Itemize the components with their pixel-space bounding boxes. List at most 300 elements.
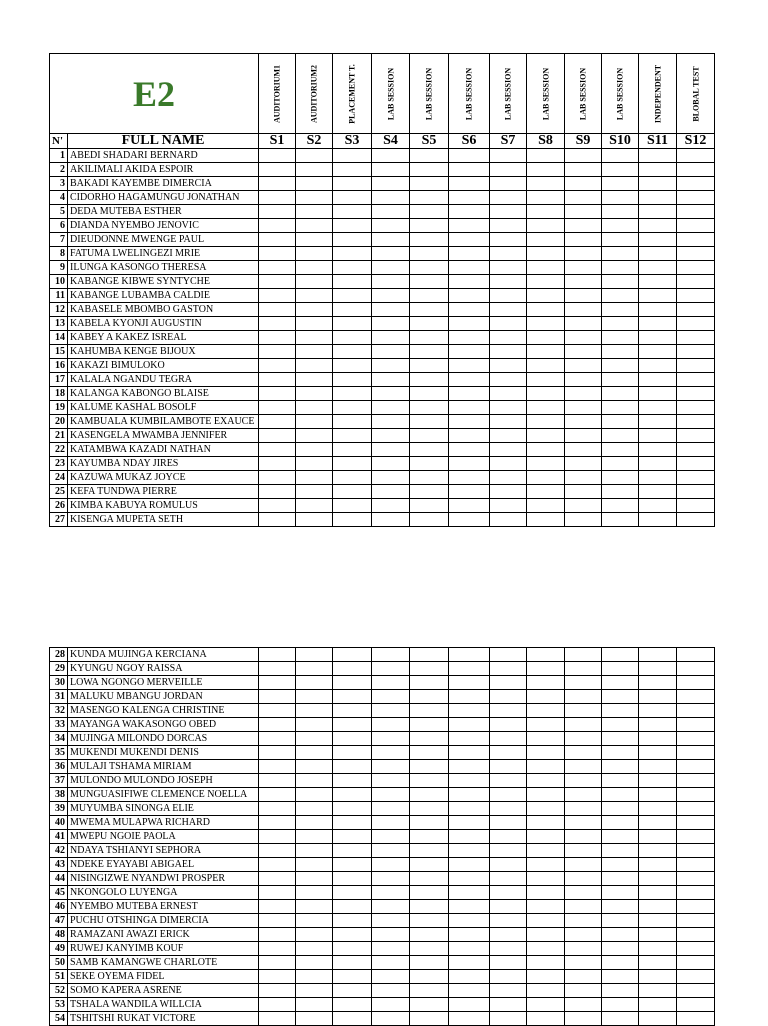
attendance-cell-s9[interactable] [565, 345, 602, 359]
attendance-cell-s4[interactable] [372, 499, 410, 513]
attendance-cell-s1[interactable] [259, 816, 296, 830]
attendance-cell-s8[interactable] [527, 760, 565, 774]
attendance-cell-s3[interactable] [333, 676, 372, 690]
attendance-cell-s8[interactable] [527, 387, 565, 401]
attendance-cell-s4[interactable] [372, 732, 410, 746]
attendance-cell-s8[interactable] [527, 345, 565, 359]
attendance-cell-s4[interactable] [372, 1012, 410, 1026]
attendance-cell-s7[interactable] [490, 457, 527, 471]
attendance-cell-s3[interactable] [333, 914, 372, 928]
attendance-cell-s3[interactable] [333, 415, 372, 429]
attendance-cell-s7[interactable] [490, 485, 527, 499]
attendance-cell-s10[interactable] [602, 802, 639, 816]
attendance-cell-s2[interactable] [296, 457, 333, 471]
attendance-cell-s12[interactable] [677, 429, 715, 443]
attendance-cell-s1[interactable] [259, 415, 296, 429]
attendance-cell-s6[interactable] [449, 648, 490, 662]
attendance-cell-s1[interactable] [259, 331, 296, 345]
attendance-cell-s8[interactable] [527, 998, 565, 1012]
attendance-cell-s4[interactable] [372, 317, 410, 331]
attendance-cell-s2[interactable] [296, 513, 333, 527]
attendance-cell-s7[interactable] [490, 830, 527, 844]
attendance-cell-s6[interactable] [449, 177, 490, 191]
attendance-cell-s3[interactable] [333, 802, 372, 816]
attendance-cell-s6[interactable] [449, 359, 490, 373]
attendance-cell-s12[interactable] [677, 401, 715, 415]
attendance-cell-s2[interactable] [296, 373, 333, 387]
attendance-cell-s8[interactable] [527, 1012, 565, 1026]
attendance-cell-s5[interactable] [410, 359, 449, 373]
attendance-cell-s3[interactable] [333, 303, 372, 317]
attendance-cell-s2[interactable] [296, 858, 333, 872]
attendance-cell-s2[interactable] [296, 900, 333, 914]
attendance-cell-s7[interactable] [490, 289, 527, 303]
attendance-cell-s8[interactable] [527, 177, 565, 191]
attendance-cell-s7[interactable] [490, 998, 527, 1012]
attendance-cell-s7[interactable] [490, 247, 527, 261]
attendance-cell-s4[interactable] [372, 830, 410, 844]
attendance-cell-s11[interactable] [639, 191, 677, 205]
attendance-cell-s7[interactable] [490, 774, 527, 788]
attendance-cell-s4[interactable] [372, 429, 410, 443]
attendance-cell-s8[interactable] [527, 247, 565, 261]
attendance-cell-s3[interactable] [333, 429, 372, 443]
attendance-cell-s10[interactable] [602, 956, 639, 970]
attendance-cell-s1[interactable] [259, 429, 296, 443]
attendance-cell-s9[interactable] [565, 513, 602, 527]
attendance-cell-s10[interactable] [602, 359, 639, 373]
attendance-cell-s9[interactable] [565, 415, 602, 429]
attendance-cell-s12[interactable] [677, 704, 715, 718]
attendance-cell-s9[interactable] [565, 942, 602, 956]
attendance-cell-s7[interactable] [490, 191, 527, 205]
attendance-cell-s2[interactable] [296, 415, 333, 429]
attendance-cell-s8[interactable] [527, 648, 565, 662]
attendance-cell-s9[interactable] [565, 331, 602, 345]
attendance-cell-s10[interactable] [602, 760, 639, 774]
attendance-cell-s3[interactable] [333, 345, 372, 359]
attendance-cell-s8[interactable] [527, 429, 565, 443]
attendance-cell-s3[interactable] [333, 662, 372, 676]
attendance-cell-s1[interactable] [259, 219, 296, 233]
attendance-cell-s3[interactable] [333, 886, 372, 900]
attendance-cell-s10[interactable] [602, 648, 639, 662]
attendance-cell-s7[interactable] [490, 872, 527, 886]
attendance-cell-s11[interactable] [639, 844, 677, 858]
attendance-cell-s11[interactable] [639, 858, 677, 872]
attendance-cell-s1[interactable] [259, 513, 296, 527]
attendance-cell-s2[interactable] [296, 928, 333, 942]
attendance-cell-s2[interactable] [296, 205, 333, 219]
attendance-cell-s1[interactable] [259, 704, 296, 718]
attendance-cell-s3[interactable] [333, 928, 372, 942]
attendance-cell-s5[interactable] [410, 830, 449, 844]
attendance-cell-s8[interactable] [527, 928, 565, 942]
attendance-cell-s8[interactable] [527, 317, 565, 331]
attendance-cell-s7[interactable] [490, 984, 527, 998]
attendance-cell-s4[interactable] [372, 401, 410, 415]
attendance-cell-s10[interactable] [602, 373, 639, 387]
attendance-cell-s3[interactable] [333, 205, 372, 219]
attendance-cell-s11[interactable] [639, 205, 677, 219]
attendance-cell-s5[interactable] [410, 443, 449, 457]
attendance-cell-s11[interactable] [639, 247, 677, 261]
attendance-cell-s4[interactable] [372, 984, 410, 998]
attendance-cell-s7[interactable] [490, 1012, 527, 1026]
attendance-cell-s12[interactable] [677, 970, 715, 984]
attendance-cell-s1[interactable] [259, 387, 296, 401]
attendance-cell-s5[interactable] [410, 331, 449, 345]
attendance-cell-s3[interactable] [333, 690, 372, 704]
attendance-cell-s1[interactable] [259, 956, 296, 970]
attendance-cell-s1[interactable] [259, 718, 296, 732]
attendance-cell-s3[interactable] [333, 261, 372, 275]
attendance-cell-s8[interactable] [527, 676, 565, 690]
attendance-cell-s6[interactable] [449, 970, 490, 984]
attendance-cell-s8[interactable] [527, 303, 565, 317]
attendance-cell-s3[interactable] [333, 247, 372, 261]
attendance-cell-s6[interactable] [449, 1012, 490, 1026]
attendance-cell-s1[interactable] [259, 471, 296, 485]
attendance-cell-s8[interactable] [527, 788, 565, 802]
attendance-cell-s8[interactable] [527, 984, 565, 998]
attendance-cell-s6[interactable] [449, 662, 490, 676]
attendance-cell-s2[interactable] [296, 429, 333, 443]
attendance-cell-s8[interactable] [527, 219, 565, 233]
attendance-cell-s10[interactable] [602, 457, 639, 471]
attendance-cell-s4[interactable] [372, 872, 410, 886]
attendance-cell-s11[interactable] [639, 788, 677, 802]
attendance-cell-s7[interactable] [490, 858, 527, 872]
attendance-cell-s6[interactable] [449, 163, 490, 177]
attendance-cell-s10[interactable] [602, 289, 639, 303]
attendance-cell-s1[interactable] [259, 247, 296, 261]
attendance-cell-s12[interactable] [677, 163, 715, 177]
attendance-cell-s6[interactable] [449, 872, 490, 886]
attendance-cell-s6[interactable] [449, 387, 490, 401]
attendance-cell-s2[interactable] [296, 345, 333, 359]
attendance-cell-s1[interactable] [259, 690, 296, 704]
attendance-cell-s7[interactable] [490, 177, 527, 191]
attendance-cell-s2[interactable] [296, 984, 333, 998]
attendance-cell-s6[interactable] [449, 443, 490, 457]
attendance-cell-s11[interactable] [639, 732, 677, 746]
attendance-cell-s5[interactable] [410, 718, 449, 732]
attendance-cell-s9[interactable] [565, 774, 602, 788]
attendance-cell-s7[interactable] [490, 149, 527, 163]
attendance-cell-s8[interactable] [527, 191, 565, 205]
attendance-cell-s5[interactable] [410, 942, 449, 956]
attendance-cell-s4[interactable] [372, 998, 410, 1012]
attendance-cell-s3[interactable] [333, 401, 372, 415]
attendance-cell-s9[interactable] [565, 471, 602, 485]
attendance-cell-s7[interactable] [490, 415, 527, 429]
attendance-cell-s6[interactable] [449, 303, 490, 317]
attendance-cell-s1[interactable] [259, 499, 296, 513]
attendance-cell-s3[interactable] [333, 373, 372, 387]
attendance-cell-s2[interactable] [296, 802, 333, 816]
attendance-cell-s4[interactable] [372, 149, 410, 163]
attendance-cell-s1[interactable] [259, 998, 296, 1012]
attendance-cell-s5[interactable] [410, 177, 449, 191]
attendance-cell-s3[interactable] [333, 359, 372, 373]
attendance-cell-s9[interactable] [565, 289, 602, 303]
attendance-cell-s9[interactable] [565, 690, 602, 704]
attendance-cell-s11[interactable] [639, 303, 677, 317]
attendance-cell-s10[interactable] [602, 415, 639, 429]
attendance-cell-s2[interactable] [296, 942, 333, 956]
attendance-cell-s5[interactable] [410, 513, 449, 527]
attendance-cell-s9[interactable] [565, 1012, 602, 1026]
attendance-cell-s12[interactable] [677, 289, 715, 303]
attendance-cell-s3[interactable] [333, 830, 372, 844]
attendance-cell-s5[interactable] [410, 690, 449, 704]
attendance-cell-s11[interactable] [639, 928, 677, 942]
attendance-cell-s12[interactable] [677, 359, 715, 373]
attendance-cell-s1[interactable] [259, 443, 296, 457]
attendance-cell-s5[interactable] [410, 774, 449, 788]
attendance-cell-s8[interactable] [527, 289, 565, 303]
attendance-cell-s7[interactable] [490, 401, 527, 415]
attendance-cell-s3[interactable] [333, 732, 372, 746]
attendance-cell-s4[interactable] [372, 261, 410, 275]
attendance-cell-s4[interactable] [372, 345, 410, 359]
attendance-cell-s5[interactable] [410, 858, 449, 872]
attendance-cell-s11[interactable] [639, 401, 677, 415]
attendance-cell-s2[interactable] [296, 443, 333, 457]
attendance-cell-s9[interactable] [565, 788, 602, 802]
attendance-cell-s10[interactable] [602, 177, 639, 191]
attendance-cell-s10[interactable] [602, 275, 639, 289]
attendance-cell-s2[interactable] [296, 732, 333, 746]
attendance-cell-s9[interactable] [565, 886, 602, 900]
attendance-cell-s11[interactable] [639, 499, 677, 513]
attendance-cell-s6[interactable] [449, 485, 490, 499]
attendance-cell-s9[interactable] [565, 732, 602, 746]
attendance-cell-s1[interactable] [259, 942, 296, 956]
attendance-cell-s11[interactable] [639, 163, 677, 177]
attendance-cell-s8[interactable] [527, 886, 565, 900]
attendance-cell-s3[interactable] [333, 513, 372, 527]
attendance-cell-s12[interactable] [677, 662, 715, 676]
attendance-cell-s9[interactable] [565, 718, 602, 732]
attendance-cell-s4[interactable] [372, 485, 410, 499]
attendance-cell-s3[interactable] [333, 499, 372, 513]
attendance-cell-s12[interactable] [677, 914, 715, 928]
attendance-cell-s4[interactable] [372, 303, 410, 317]
attendance-cell-s8[interactable] [527, 830, 565, 844]
attendance-cell-s12[interactable] [677, 331, 715, 345]
attendance-cell-s9[interactable] [565, 401, 602, 415]
attendance-cell-s3[interactable] [333, 844, 372, 858]
attendance-cell-s8[interactable] [527, 485, 565, 499]
attendance-cell-s6[interactable] [449, 345, 490, 359]
attendance-cell-s3[interactable] [333, 704, 372, 718]
attendance-cell-s8[interactable] [527, 275, 565, 289]
attendance-cell-s11[interactable] [639, 956, 677, 970]
attendance-cell-s12[interactable] [677, 233, 715, 247]
attendance-cell-s5[interactable] [410, 149, 449, 163]
attendance-cell-s8[interactable] [527, 163, 565, 177]
attendance-cell-s1[interactable] [259, 886, 296, 900]
attendance-cell-s1[interactable] [259, 275, 296, 289]
attendance-cell-s12[interactable] [677, 471, 715, 485]
attendance-cell-s11[interactable] [639, 317, 677, 331]
attendance-cell-s5[interactable] [410, 205, 449, 219]
attendance-cell-s12[interactable] [677, 774, 715, 788]
attendance-cell-s6[interactable] [449, 471, 490, 485]
attendance-cell-s10[interactable] [602, 331, 639, 345]
attendance-cell-s12[interactable] [677, 956, 715, 970]
attendance-cell-s3[interactable] [333, 900, 372, 914]
attendance-cell-s3[interactable] [333, 788, 372, 802]
attendance-cell-s10[interactable] [602, 499, 639, 513]
attendance-cell-s6[interactable] [449, 732, 490, 746]
attendance-cell-s4[interactable] [372, 676, 410, 690]
attendance-cell-s10[interactable] [602, 858, 639, 872]
attendance-cell-s3[interactable] [333, 942, 372, 956]
attendance-cell-s11[interactable] [639, 345, 677, 359]
attendance-cell-s5[interactable] [410, 886, 449, 900]
attendance-cell-s4[interactable] [372, 858, 410, 872]
attendance-cell-s5[interactable] [410, 760, 449, 774]
attendance-cell-s10[interactable] [602, 816, 639, 830]
attendance-cell-s5[interactable] [410, 1012, 449, 1026]
attendance-cell-s2[interactable] [296, 485, 333, 499]
attendance-cell-s10[interactable] [602, 732, 639, 746]
attendance-cell-s8[interactable] [527, 261, 565, 275]
attendance-cell-s12[interactable] [677, 415, 715, 429]
attendance-cell-s12[interactable] [677, 816, 715, 830]
attendance-cell-s11[interactable] [639, 457, 677, 471]
attendance-cell-s6[interactable] [449, 942, 490, 956]
attendance-cell-s5[interactable] [410, 732, 449, 746]
attendance-cell-s5[interactable] [410, 457, 449, 471]
attendance-cell-s2[interactable] [296, 149, 333, 163]
attendance-cell-s2[interactable] [296, 331, 333, 345]
attendance-cell-s3[interactable] [333, 457, 372, 471]
attendance-cell-s5[interactable] [410, 401, 449, 415]
attendance-cell-s6[interactable] [449, 774, 490, 788]
attendance-cell-s5[interactable] [410, 345, 449, 359]
attendance-cell-s12[interactable] [677, 718, 715, 732]
attendance-cell-s5[interactable] [410, 471, 449, 485]
attendance-cell-s5[interactable] [410, 415, 449, 429]
attendance-cell-s2[interactable] [296, 690, 333, 704]
attendance-cell-s12[interactable] [677, 802, 715, 816]
attendance-cell-s1[interactable] [259, 858, 296, 872]
attendance-cell-s9[interactable] [565, 191, 602, 205]
attendance-cell-s1[interactable] [259, 774, 296, 788]
attendance-cell-s10[interactable] [602, 886, 639, 900]
attendance-cell-s5[interactable] [410, 956, 449, 970]
attendance-cell-s3[interactable] [333, 289, 372, 303]
attendance-cell-s6[interactable] [449, 984, 490, 998]
attendance-cell-s5[interactable] [410, 317, 449, 331]
attendance-cell-s7[interactable] [490, 732, 527, 746]
attendance-cell-s7[interactable] [490, 317, 527, 331]
attendance-cell-s5[interactable] [410, 191, 449, 205]
attendance-cell-s2[interactable] [296, 387, 333, 401]
attendance-cell-s7[interactable] [490, 373, 527, 387]
attendance-cell-s6[interactable] [449, 247, 490, 261]
attendance-cell-s7[interactable] [490, 471, 527, 485]
attendance-cell-s10[interactable] [602, 205, 639, 219]
attendance-cell-s12[interactable] [677, 830, 715, 844]
attendance-cell-s8[interactable] [527, 732, 565, 746]
attendance-cell-s6[interactable] [449, 331, 490, 345]
attendance-cell-s1[interactable] [259, 732, 296, 746]
attendance-cell-s7[interactable] [490, 303, 527, 317]
attendance-cell-s6[interactable] [449, 373, 490, 387]
attendance-cell-s8[interactable] [527, 802, 565, 816]
attendance-cell-s12[interactable] [677, 205, 715, 219]
attendance-cell-s7[interactable] [490, 690, 527, 704]
attendance-cell-s4[interactable] [372, 233, 410, 247]
attendance-cell-s12[interactable] [677, 788, 715, 802]
attendance-cell-s9[interactable] [565, 648, 602, 662]
attendance-cell-s2[interactable] [296, 914, 333, 928]
attendance-cell-s10[interactable] [602, 317, 639, 331]
attendance-cell-s11[interactable] [639, 289, 677, 303]
attendance-cell-s7[interactable] [490, 788, 527, 802]
attendance-cell-s3[interactable] [333, 485, 372, 499]
attendance-cell-s9[interactable] [565, 760, 602, 774]
attendance-cell-s12[interactable] [677, 275, 715, 289]
attendance-cell-s2[interactable] [296, 1012, 333, 1026]
attendance-cell-s11[interactable] [639, 802, 677, 816]
attendance-cell-s11[interactable] [639, 275, 677, 289]
attendance-cell-s6[interactable] [449, 900, 490, 914]
attendance-cell-s11[interactable] [639, 359, 677, 373]
attendance-cell-s7[interactable] [490, 513, 527, 527]
attendance-cell-s9[interactable] [565, 900, 602, 914]
attendance-cell-s9[interactable] [565, 233, 602, 247]
attendance-cell-s5[interactable] [410, 289, 449, 303]
attendance-cell-s7[interactable] [490, 802, 527, 816]
attendance-cell-s5[interactable] [410, 928, 449, 942]
attendance-cell-s4[interactable] [372, 760, 410, 774]
attendance-cell-s1[interactable] [259, 289, 296, 303]
attendance-cell-s7[interactable] [490, 900, 527, 914]
attendance-cell-s9[interactable] [565, 984, 602, 998]
attendance-cell-s4[interactable] [372, 471, 410, 485]
attendance-cell-s8[interactable] [527, 858, 565, 872]
attendance-cell-s12[interactable] [677, 942, 715, 956]
attendance-cell-s12[interactable] [677, 648, 715, 662]
attendance-cell-s11[interactable] [639, 886, 677, 900]
attendance-cell-s12[interactable] [677, 499, 715, 513]
attendance-cell-s10[interactable] [602, 774, 639, 788]
attendance-cell-s7[interactable] [490, 331, 527, 345]
attendance-cell-s7[interactable] [490, 816, 527, 830]
attendance-cell-s11[interactable] [639, 914, 677, 928]
attendance-cell-s1[interactable] [259, 345, 296, 359]
attendance-cell-s7[interactable] [490, 704, 527, 718]
attendance-cell-s5[interactable] [410, 984, 449, 998]
attendance-cell-s8[interactable] [527, 233, 565, 247]
attendance-cell-s5[interactable] [410, 970, 449, 984]
attendance-cell-s2[interactable] [296, 872, 333, 886]
attendance-cell-s9[interactable] [565, 746, 602, 760]
attendance-cell-s11[interactable] [639, 1012, 677, 1026]
attendance-cell-s12[interactable] [677, 149, 715, 163]
attendance-cell-s1[interactable] [259, 457, 296, 471]
attendance-cell-s4[interactable] [372, 289, 410, 303]
attendance-cell-s8[interactable] [527, 471, 565, 485]
attendance-cell-s4[interactable] [372, 914, 410, 928]
attendance-cell-s11[interactable] [639, 415, 677, 429]
